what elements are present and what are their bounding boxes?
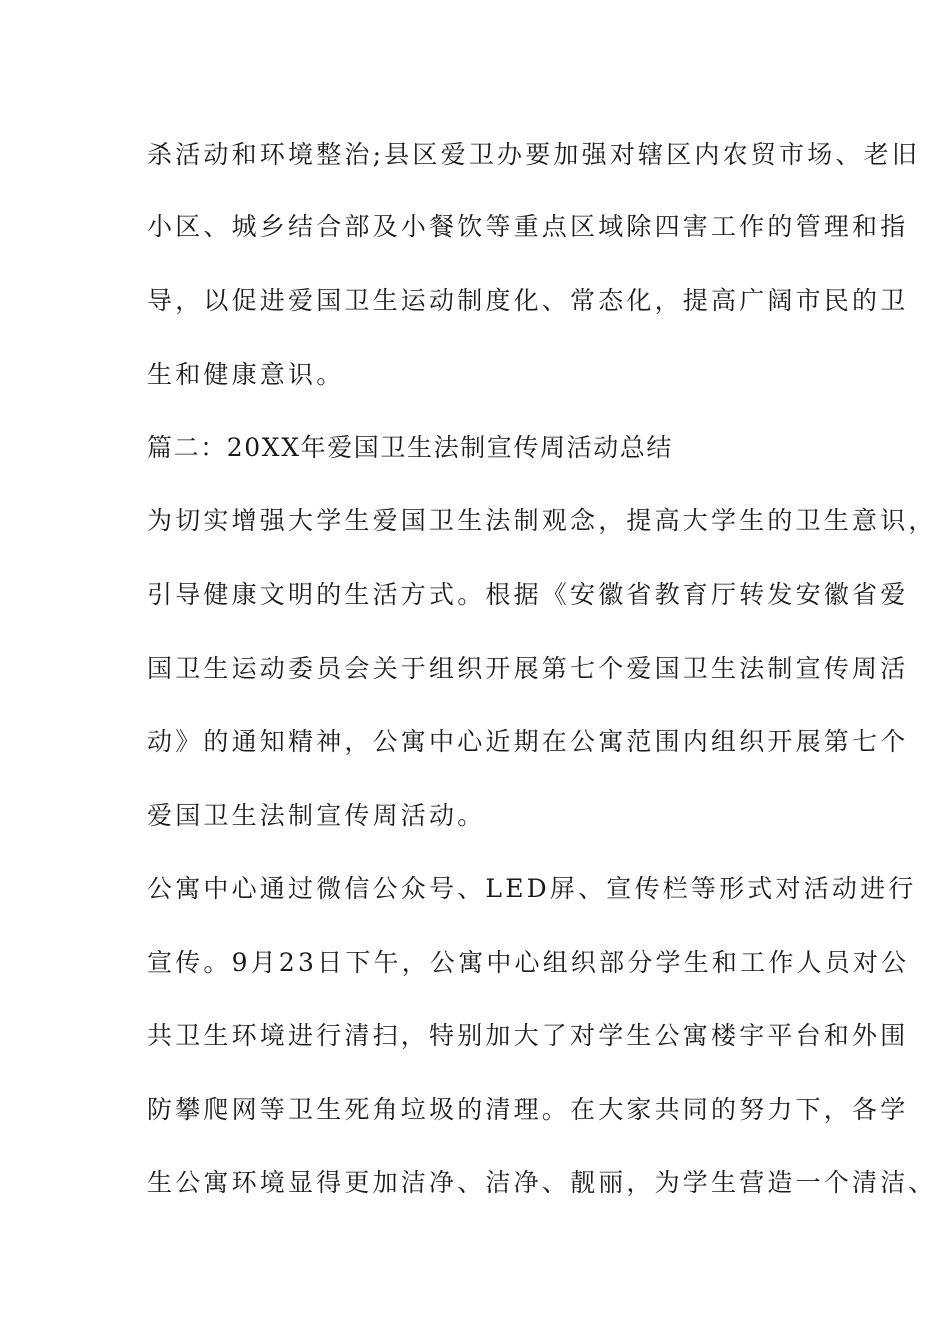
paragraph-line: 动》的通知精神，公寓中心近期在公寓范围内组织开展第七个 [147, 727, 909, 756]
paragraph-line: 公寓中心通过微信公众号、LED屏、宣传栏等形式对活动进行 [147, 874, 917, 903]
paragraph-line: 共卫生环境进行清扫，特别加大了对学生公寓楼宇平台和外围 [147, 1021, 909, 1050]
paragraph-line: 生和健康意识。 [147, 360, 345, 389]
paragraph-line: 导，以促进爱国卫生运动制度化、常态化，提高广阔市民的卫 [147, 286, 909, 315]
section-heading: 篇二：20XX年爱国卫生法制宣传周活动总结 [147, 433, 674, 462]
paragraph-line: 杀活动和环境整治;县区爱卫办要加强对辖区内农贸市场、老旧 [147, 140, 921, 169]
paragraph-line: 防攀爬网等卫生死角垃圾的清理。在大家共同的努力下，各学 [147, 1095, 909, 1124]
paragraph-line: 小区、城乡结合部及小餐饮等重点区域除四害工作的管理和指 [147, 212, 909, 241]
paragraph-line: 爱国卫生法制宣传周活动。 [147, 801, 486, 830]
paragraph-line: 国卫生运动委员会关于组织开展第七个爱国卫生法制宣传周活 [147, 654, 909, 683]
paragraph-line: 宣传。9月23日下午，公寓中心组织部分学生和工作人员对公 [147, 948, 910, 977]
paragraph-line: 为切实增强大学生爱国卫生法制观念，提高大学生的卫生意识， [147, 506, 937, 535]
paragraph-line: 引导健康文明的生活方式。根据《安徽省教育厅转发安徽省爱 [147, 580, 909, 609]
paragraph-line: 生公寓环境显得更加洁净、洁净、靓丽，为学生营造一个清洁、 [147, 1168, 937, 1197]
